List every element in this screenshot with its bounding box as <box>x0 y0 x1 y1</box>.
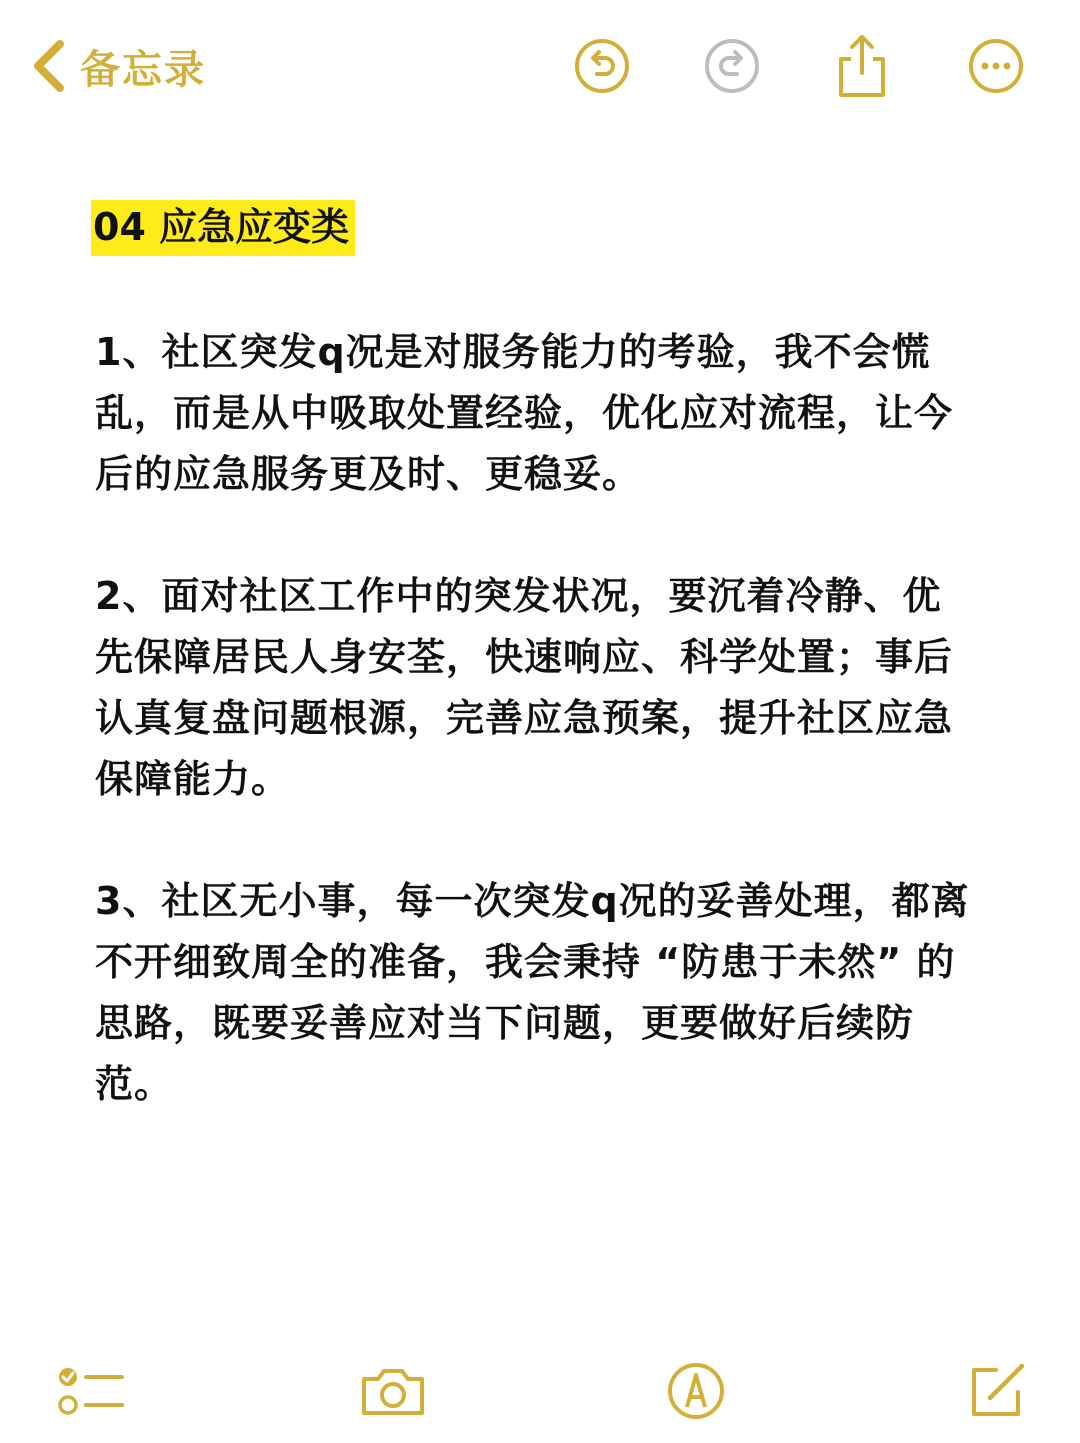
share-button[interactable] <box>832 36 892 96</box>
back-label: 备忘录 <box>80 46 206 93</box>
note-body[interactable] <box>93 200 995 1106</box>
compose-button[interactable] <box>962 1358 1032 1428</box>
note-heading: 04 应急应变类 <box>91 200 355 256</box>
redo-button[interactable] <box>702 36 762 96</box>
more-button[interactable] <box>966 36 1026 96</box>
navigation-bar <box>0 0 1080 130</box>
note-paragraph-2: 2、面对社区工作中的突发状况，要沉着冷静、优先保障居民人身安荃，快速响应、科学处置；事后认真复盘问题根源，完善应急预案，提升社区应急保障能力。 <box>95 574 954 801</box>
chevron-left-icon <box>28 38 68 94</box>
checklist-icon <box>56 1365 126 1421</box>
checklist-button[interactable] <box>56 1358 126 1428</box>
note-paragraph-3: 3、社区无小事，每一次突发q况的妥善处理，都离不开细致周全的准备，我会秉持 “防患于未然” 的思路，既要妥善应对当下问题，更要做好后续防范。 <box>95 879 970 1106</box>
markup-icon <box>666 1361 726 1425</box>
back-button[interactable] <box>28 36 206 96</box>
camera-icon <box>358 1363 428 1423</box>
share-icon <box>833 33 891 99</box>
more-icon <box>967 37 1025 95</box>
bottom-toolbar <box>0 1340 1080 1443</box>
undo-icon <box>573 37 631 95</box>
camera-button[interactable] <box>358 1358 428 1428</box>
redo-icon <box>703 37 761 95</box>
compose-icon <box>966 1360 1028 1426</box>
markup-button[interactable] <box>661 1358 731 1428</box>
undo-button[interactable] <box>572 36 632 96</box>
note-paragraph-1: 1、社区突发q况是对服务能力的考验，我不会慌乱，而是从中吸取处置经验，优化应对流程，让今后的应急服务更及时、更稳妥。 <box>95 330 954 496</box>
